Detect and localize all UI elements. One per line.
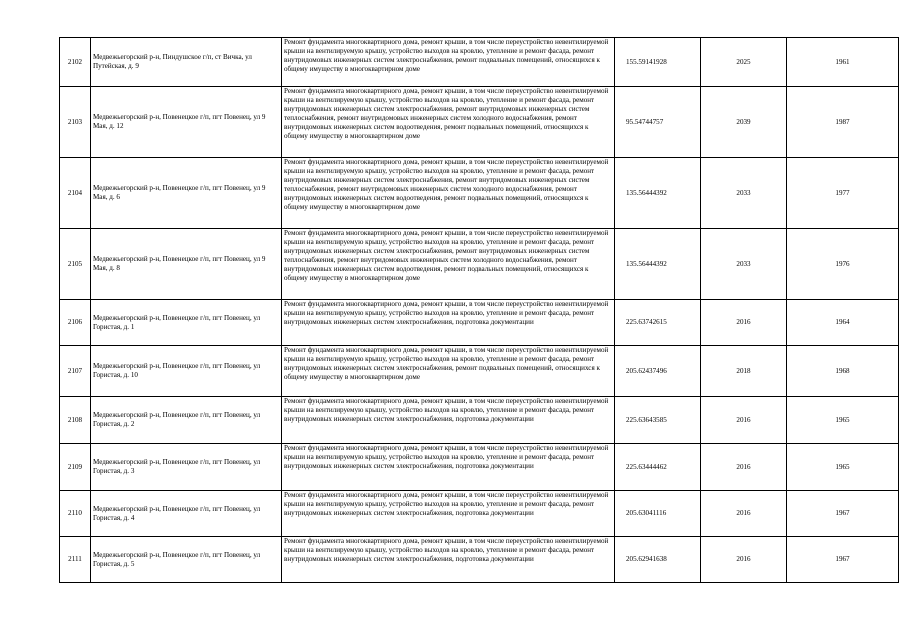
plan-year-cell: 2016 [701, 300, 787, 346]
plan-year-cell: 2039 [701, 87, 787, 158]
works-cell: Ремонт фундамента многоквартирного дома, ремонт крыши, в том числе переустройство невентилируемой крыши на вентилируемую крышу, устройство выходов на кровлю, утепление и ремонт фасада, ремонт внутридомовых инженерных систем электроснабжения, ремонт внутридомовых инженерных систем теплоснабжения, ремонт внутридомовых инженерных систем холодного водоснабжения, ремонт внутридомовых инженерных систем водоотведения, ремонт подвальных помещений, относящихся к общему имуществу в многоквартирном доме [282, 158, 615, 229]
works-cell: Ремонт фундамента многоквартирного дома, ремонт крыши, в том числе переустройство невентилируемой крыши на вентилируемую крышу, устройство выходов на кровлю, утепление и ремонт фасада, ремонт внутридомовых инженерных систем электроснабжения, ремонт подвальных помещений, относящихся к общему имуществу в многоквартирном доме [282, 346, 615, 397]
row-number: 2102 [60, 38, 91, 87]
table-row [60, 346, 899, 397]
build-year-cell: 1987 [787, 87, 899, 158]
address-cell: Медвежьегорский р-н, Повенецкое г/п, пгт Повенец, ул 9 Мая, д. 6 [91, 158, 282, 229]
plan-year-cell: 2016 [701, 491, 787, 537]
plan-year-cell: 2018 [701, 346, 787, 397]
plan-year-cell: 2033 [701, 229, 787, 300]
build-year-cell: 1967 [787, 537, 899, 583]
works-cell: Ремонт фундамента многоквартирного дома, ремонт крыши, в том числе переустройство невентилируемой крыши на вентилируемую крышу, устройство выходов на кровлю, утепление и ремонт фасада, ремонт внутридомовых инженерных систем электроснабжения, ремонт внутридомовых инженерных систем теплоснабжения, ремонт внутридомовых инженерных систем холодного водоснабжения, ремонт внутридомовых инженерных систем водоотведения, ремонт подвальных помещений, относящихся к общему имуществу в многоквартирном доме [282, 229, 615, 300]
table-row [60, 38, 899, 87]
row-number: 2111 [60, 537, 91, 583]
address-cell: Медвежьегорский р-н, Повенецкое г/п, пгт Повенец, ул Гористая, д. 4 [91, 491, 282, 537]
build-year-cell: 1977 [787, 158, 899, 229]
row-number: 2109 [60, 444, 91, 491]
table-row [60, 229, 899, 300]
plan-year-cell: 2025 [701, 38, 787, 87]
works-cell: Ремонт фундамента многоквартирного дома, ремонт крыши, в том числе переустройство невентилируемой крыши на вентилируемую крышу, устройство выходов на кровлю, утепление и ремонт фасада, ремонт внутридомовых инженерных систем электроснабжения, подготовка документации [282, 491, 615, 537]
build-year-cell: 1964 [787, 300, 899, 346]
table-row [60, 397, 899, 444]
works-cell: Ремонт фундамента многоквартирного дома, ремонт крыши, в том числе переустройство невентилируемой крыши на вентилируемую крышу, устройство выходов на кровлю, утепление и ремонт фасада, ремонт внутридомовых инженерных систем электроснабжения, подготовка документации [282, 444, 615, 491]
cost-cell: 225.63742615 [615, 300, 701, 346]
address-cell: Медвежьегорский р-н, Повенецкое г/п, пгт Повенец, ул Гористая, д. 5 [91, 537, 282, 583]
table-row [60, 300, 899, 346]
build-year-cell: 1965 [787, 397, 899, 444]
table-row [60, 444, 899, 491]
cost-cell: 155.59141928 [615, 38, 701, 87]
table-row [60, 158, 899, 229]
address-cell: Медвежьегорский р-н, Повенецкое г/п, пгт Повенец, ул Гористая, д. 2 [91, 397, 282, 444]
row-number: 2108 [60, 397, 91, 444]
address-cell: Медвежьегорский р-н, Пиндушское г/п, ст Вичка, ул Путейская, д. 9 [91, 38, 282, 87]
build-year-cell: 1965 [787, 444, 899, 491]
row-number: 2110 [60, 491, 91, 537]
works-cell: Ремонт фундамента многоквартирного дома, ремонт крыши, в том числе переустройство невентилируемой крыши на вентилируемую крышу, устройство выходов на кровлю, утепление и ремонт фасада, ремонт внутридомовых инженерных систем электроснабжения, ремонт подвальных помещений, относящихся к общему имуществу в многоквартирном доме [282, 38, 615, 87]
build-year-cell: 1976 [787, 229, 899, 300]
works-cell: Ремонт фундамента многоквартирного дома, ремонт крыши, в том числе переустройство невентилируемой крыши на вентилируемую крышу, устройство выходов на кровлю, утепление и ремонт фасада, ремонт внутридомовых инженерных систем электроснабжения, подготовка документации [282, 397, 615, 444]
plan-year-cell: 2016 [701, 397, 787, 444]
cost-cell: 135.56444392 [615, 158, 701, 229]
works-cell: Ремонт фундамента многоквартирного дома, ремонт крыши, в том числе переустройство невентилируемой крыши на вентилируемую крышу, устройство выходов на кровлю, утепление и ремонт фасада, ремонт внутридомовых инженерных систем электроснабжения, подготовка документации [282, 300, 615, 346]
plan-year-cell: 2033 [701, 158, 787, 229]
address-cell: Медвежьегорский р-н, Повенецкое г/п, пгт Повенец, ул 9 Мая, д. 12 [91, 87, 282, 158]
address-cell: Медвежьегорский р-н, Повенецкое г/п, пгт Повенец, ул Гористая, д. 1 [91, 300, 282, 346]
works-cell: Ремонт фундамента многоквартирного дома, ремонт крыши, в том числе переустройство невентилируемой крыши на вентилируемую крышу, устройство выходов на кровлю, утепление и ремонт фасада, ремонт внутридомовых инженерных систем электроснабжения, подготовка документации [282, 537, 615, 583]
table-row [60, 491, 899, 537]
cost-cell: 205.63041116 [615, 491, 701, 537]
build-year-cell: 1968 [787, 346, 899, 397]
cost-cell: 205.62437496 [615, 346, 701, 397]
table-row [60, 87, 899, 158]
row-number: 2103 [60, 87, 91, 158]
cost-cell: 225.63643585 [615, 397, 701, 444]
cost-cell: 135.56444392 [615, 229, 701, 300]
build-year-cell: 1961 [787, 38, 899, 87]
plan-year-cell: 2016 [701, 537, 787, 583]
plan-year-cell: 2016 [701, 444, 787, 491]
row-number: 2104 [60, 158, 91, 229]
cost-cell: 225.63444462 [615, 444, 701, 491]
table-row [60, 537, 899, 583]
row-number: 2107 [60, 346, 91, 397]
cost-cell: 95.54744757 [615, 87, 701, 158]
cost-cell: 205.62941638 [615, 537, 701, 583]
build-year-cell: 1967 [787, 491, 899, 537]
works-cell: Ремонт фундамента многоквартирного дома, ремонт крыши, в том числе переустройство невентилируемой крыши на вентилируемую крышу, устройство выходов на кровлю, утепление и ремонт фасада, ремонт внутридомовых инженерных систем электроснабжения, ремонт внутридомовых инженерных систем теплоснабжения, ремонт внутридомовых инженерных систем холодного водоснабжения, ремонт внутридомовых инженерных систем водоотведения, ремонт подвальных помещений, относящихся к общему имуществу в многоквартирном доме [282, 87, 615, 158]
address-cell: Медвежьегорский р-н, Повенецкое г/п, пгт Повенец, ул 9 Мая, д. 8 [91, 229, 282, 300]
row-number: 2106 [60, 300, 91, 346]
address-cell: Медвежьегорский р-н, Повенецкое г/п, пгт Повенец, ул Гористая, д. 10 [91, 346, 282, 397]
address-cell: Медвежьегорский р-н, Повенецкое г/п, пгт Повенец, ул Гористая, д. 3 [91, 444, 282, 491]
capital-repair-table [59, 37, 899, 583]
row-number: 2105 [60, 229, 91, 300]
